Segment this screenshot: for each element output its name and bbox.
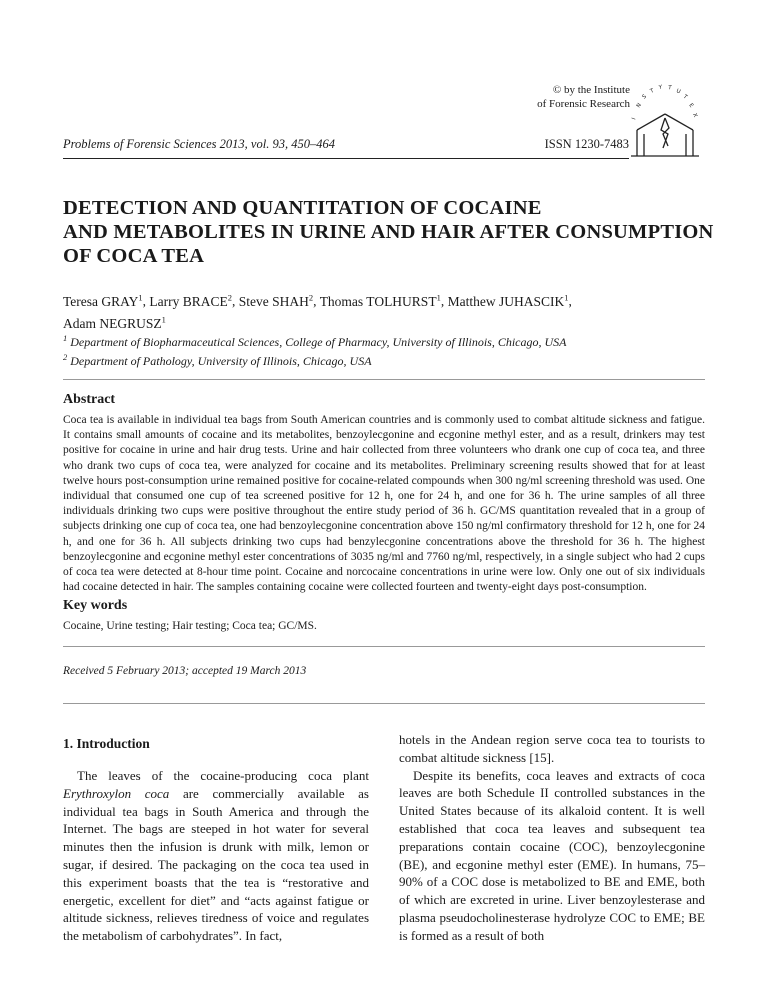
affiliations (63, 331, 723, 369)
author: Larry BRACE$^2$ (149, 292, 233, 309)
author: Teresa GRAY$^1$ (63, 292, 143, 309)
svg-text:T: T (649, 88, 655, 95)
header-rule (63, 158, 629, 159)
received-dates: Received 5 February 2013; accepted 19 March 2013 (63, 665, 307, 677)
section-divider (63, 379, 705, 380)
right-column (399, 731, 705, 945)
paragraph: hotels in the Andean region serve coca tea to tourists to combat altitude sickness [15]. (399, 732, 705, 765)
svg-text:S: S (641, 93, 648, 101)
institute-logo-icon (627, 84, 703, 158)
keywords-heading: Key words (63, 598, 128, 613)
left-column (63, 767, 369, 945)
title-line-3: OF COCA TEA (63, 245, 205, 267)
section-heading: 1. Introduction (63, 736, 150, 751)
author: Adam NEGRUSZ$^1$ (63, 314, 166, 331)
section-divider (63, 703, 705, 704)
author: Thomas TOLHURST$^1$ (319, 292, 441, 309)
keywords-text: Cocaine, Urine testing; Hair testing; Coca tea; GC/MS. (63, 620, 317, 632)
svg-text:Y: Y (658, 84, 663, 91)
copyright-line-2: of Forensic Research (537, 98, 630, 110)
svg-text:I: I (631, 117, 638, 121)
section-divider (63, 646, 705, 647)
svg-text:T: T (681, 93, 689, 101)
author: Steve SHAH$^2$ (238, 292, 314, 309)
svg-text:N: N (635, 102, 644, 110)
article-title (63, 196, 723, 268)
copyright-line-1: © by the Institute (552, 84, 630, 96)
svg-text:T: T (667, 85, 672, 92)
paragraph: The leaves of the cocaine-producing coca plant Erythroxylon coca are commercially available as individual tea bags in South America and through the Internet. The bags are steeped in hot water for several minutes then the infusion is drunk with milk, lemon or sugar, if desired. The packaging on the coca tea used in this experiment boasts that the tea is “restorative and energetic, excellent for diet” and “acts against fatigue or altitude sickness, relieves tiredness of voice and regulates the metabolism of carbohydrates”. In fact, (63, 768, 369, 944)
svg-text:X: X (691, 112, 699, 119)
title-line-2: AND METABOLITES IN URINE AND HAIR AFTER CONSUMPTION (63, 221, 714, 243)
abstract-text: Coca tea is available in individual tea bags from South American countries and is commonly used to combat altitude sickness and fatigue. It contains small amounts of cocaine and its metabolites, benzoylecgonine and ecgonine methyl ester, and as a result, drinkers may test positive for cocaine in urine and hair drug tests. Urine and hair collected from three volunteers who drank one cup of coca tea, and three who drank two cups of coca tea, were analyzed for cocaine and its metabolites. Preliminary screening results showed that for at least twelve hours post-consumption urine remained positive for cocaine-related compounds when 300 ng/ml screening threshold was used. One individual that consumed one cup of tea screened positive for 12 h, one for 24 h, and one for 36 h. The urine samples of all three individuals drinking two cups were positive throughout the entire study period of 36 h. GC/MS quantitation revealed that in a group of subjects drinking one cup of coca tea, one had benzoylecgonine concentration above 150 ng/ml confirmatory threshold for 12 h, one for 24 h, and one for 36 h. All subjects drinking two cups had benzylecgonine concentrations above the threshold for 36 h. The highest benzoylecgonine and ecgonine methyl ester concentrations of 3035 ng/ml and 7760 ng/ml, respectively, in a single subject who had 2 cups of coca tea were detected at 8-hour time point. Cocaine and norcocaine concentrations in urine were low. Only one out of six individuals had cocaine detected in hair. The samples containing cocaine were collected fourteen and twenty-eight days post-consumption. (63, 414, 705, 594)
author-list: Teresa GRAY$^1$, Larry BRACE$^2$, Steve SHAH$^2$, Thomas TOLHURST$^1$, Matthew JUHASCIK$^1$, Adam NEGRUSZ$^1$ (63, 292, 572, 331)
svg-text:U: U (675, 88, 682, 96)
paragraph: Despite its benefits, coca leaves and extracts of coca leaves are both Schedule II controlled substances in the United States because of its alkaloid content. It is well established that coca tea leaves and subsequent tea preparations contain cocaine (COC), benzoylecgonine (BE), and ecgonine methyl ester (EME). In humans, 75–90% of a COC dose is metabolized to BE and EME, both of which are excreted in urine. Liver benzoylesterase and plasma pseudocholinesterase hydrolyze COC to EME; BE is formed as a result of both (399, 767, 705, 943)
svg-text:E: E (687, 102, 695, 109)
issn: ISSN 1230-7483 (544, 137, 629, 151)
abstract-heading: Abstract (63, 392, 116, 407)
copyright-notice (537, 83, 630, 111)
title-line-1: DETECTION AND QUANTITATION OF COCAINE (63, 197, 542, 219)
affiliation: $^1$ Department of Biopharmaceutical Sciences, College of Pharmacy, University of Illinois, Chicago, USA (63, 333, 567, 349)
journal-citation: Problems of Forensic Sciences 2013, vol. 93, 450–464 (63, 137, 335, 151)
affiliation: $^2$ Department of Pathology, University of Illinois, Chicago, USA (63, 352, 372, 368)
author: Matthew JUHASCIK$^1$ (447, 292, 569, 309)
